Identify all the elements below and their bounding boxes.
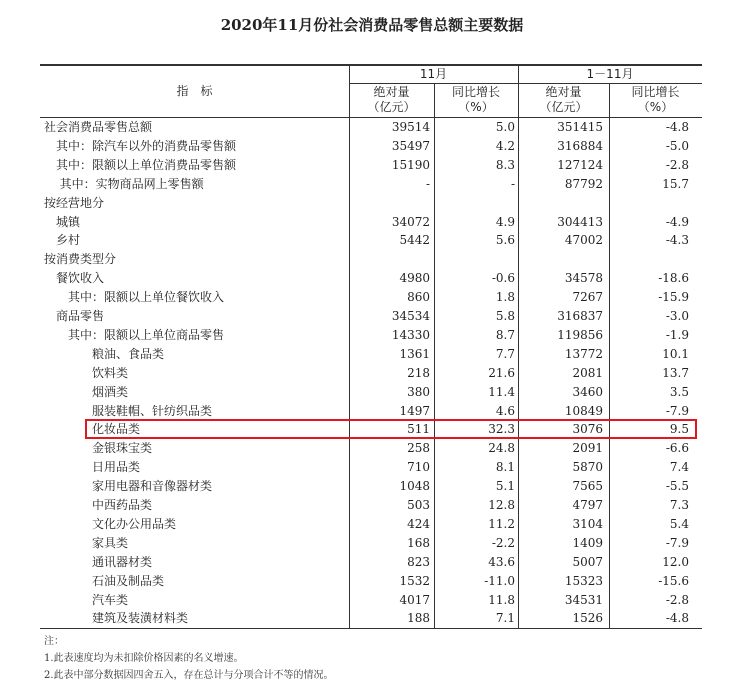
row-value-g1: 8.3 <box>495 157 515 172</box>
row-label: 汽车类 <box>92 592 129 607</box>
row-value-g2: 7.4 <box>669 460 689 475</box>
row-value-v1: 218 <box>407 365 430 380</box>
row-value-g1: 8.7 <box>495 327 515 342</box>
row-value-v2: 3460 <box>572 384 603 399</box>
row-label: 日用品类 <box>92 460 141 475</box>
header-abs-nov <box>349 85 434 115</box>
row-label: 文化办公用品类 <box>92 516 177 531</box>
row-label: 饮料类 <box>92 365 129 380</box>
row-label: 其中：限额以上单位餐饮收入 <box>68 290 225 305</box>
row-value-g2: -7.9 <box>665 535 689 550</box>
row-label: 服装鞋帽、针纺织品类 <box>92 403 213 418</box>
row-value-g2: -1.9 <box>665 327 689 342</box>
row-value-v2: 13772 <box>564 346 603 361</box>
row-value-v1: 380 <box>407 384 430 399</box>
row-value-v2: 127124 <box>557 157 603 172</box>
row-value-g1: 7.7 <box>495 346 515 361</box>
row-label: 其中：实物商品网上零售额 <box>59 176 204 191</box>
header-yoy-jan-nov-line2: （%） <box>637 100 674 114</box>
row-value-v2: 1409 <box>572 535 603 550</box>
row-value-g1: 1.8 <box>495 290 515 305</box>
row-value-v2: 2091 <box>572 441 603 456</box>
row-value-v1: 14330 <box>391 327 430 342</box>
row-value-v1: 188 <box>407 611 430 626</box>
row-value-v1 <box>350 194 430 213</box>
row-value-g2: -6.6 <box>665 441 689 456</box>
row-value-v2: 4797 <box>572 498 603 512</box>
row-value-g2: -4.3 <box>665 233 689 248</box>
row-value-v2: 7565 <box>572 479 603 494</box>
row-value-v1: 823 <box>407 554 430 569</box>
row-value-v2: 15323 <box>564 573 603 588</box>
row-value-v1: 511 <box>407 422 430 437</box>
row-value-g2: -4.8 <box>665 611 689 626</box>
row-value-g1: 8.1 <box>495 460 515 475</box>
table-top-border <box>40 64 702 66</box>
row-label: 化妆品类 <box>92 422 141 437</box>
row-value-g1: 5.6 <box>495 233 515 248</box>
row-label: 石油及制品类 <box>92 573 165 588</box>
header-yoy-nov-line1: 同比增长 <box>451 85 500 99</box>
header-abs-nov-line1: 绝对量 <box>373 85 410 99</box>
header-group-jan-nov: 1－11月 <box>586 67 634 81</box>
row-value-g2: 3.5 <box>669 384 689 399</box>
row-label: 家具类 <box>92 535 129 550</box>
row-value-g1: 11.2 <box>488 516 515 531</box>
note-2: 2.此表中部分数据因四舍五入，存在总计与分项合计不等的情况。 <box>44 670 334 681</box>
row-value-g2: 12.0 <box>662 554 689 569</box>
row-value-v1: 4017 <box>399 592 430 607</box>
row-value-g2 <box>609 250 689 269</box>
row-value-g2: 9.5 <box>669 422 689 437</box>
row-value-v2: 34578 <box>564 271 603 286</box>
row-value-g1: 32.3 <box>488 422 515 437</box>
row-value-g2: -15.6 <box>658 573 689 588</box>
row-value-v2: 351415 <box>557 120 603 134</box>
row-value-v1: 39514 <box>391 120 430 134</box>
row-label: 通讯器材类 <box>92 554 153 569</box>
row-value-v1: 1497 <box>399 403 430 418</box>
row-value-v1: 258 <box>407 441 430 456</box>
note-1: 1.此表速度均为未扣除价格因素的名义增速。 <box>44 653 244 664</box>
row-value-v2 <box>523 194 603 213</box>
row-value-v1: 15190 <box>391 157 430 172</box>
row-value-g1: 5.1 <box>495 479 515 494</box>
row-value-v1: - <box>425 176 430 191</box>
row-label: 乡村 <box>56 233 81 248</box>
header-group-divider <box>349 83 702 84</box>
row-label: 中西药品类 <box>92 498 153 512</box>
row-value-v2: 119856 <box>557 327 603 342</box>
row-value-v1: 1532 <box>399 573 430 588</box>
header-yoy-nov <box>434 85 518 115</box>
row-value-g2: -7.9 <box>665 403 689 418</box>
row-value-g1: 43.6 <box>488 554 515 569</box>
row-label: 其中：除汽车以外的消费品零售额 <box>56 138 237 153</box>
row-label: 粮油、食品类 <box>92 346 165 361</box>
row-value-v1 <box>350 250 430 269</box>
row-value-g1: 21.6 <box>488 365 515 380</box>
highlight-box <box>85 419 697 439</box>
page-title: 2020年11月份社会消费品零售总额主要数据 <box>220 16 524 34</box>
row-value-v1: 424 <box>407 516 430 531</box>
row-value-g2: -4.8 <box>665 120 689 134</box>
row-value-g2 <box>609 194 689 213</box>
row-label: 建筑及装潢材料类 <box>92 611 189 626</box>
row-value-g1: 4.2 <box>495 138 515 153</box>
row-value-v1: 710 <box>407 460 430 475</box>
row-value-g2: -18.6 <box>658 271 689 286</box>
row-value-v1: 5442 <box>399 233 430 248</box>
row-value-v2: 2081 <box>572 365 603 380</box>
row-label: 其中：限额以上单位消费品零售额 <box>56 157 237 172</box>
row-value-v1: 34072 <box>391 214 430 229</box>
header-abs-jan-nov-line1: 绝对量 <box>545 85 582 99</box>
notes-heading: 注： <box>44 636 64 647</box>
row-value-v2: 5007 <box>572 554 603 569</box>
row-label: 其中：限额以上单位商品零售 <box>68 327 225 342</box>
row-value-g1: 4.6 <box>495 403 515 418</box>
row-value-g2: 10.1 <box>662 346 689 361</box>
row-value-v2: 3076 <box>572 422 603 437</box>
header-group-nov: 11月 <box>419 67 448 81</box>
row-value-v2: 47002 <box>564 233 603 248</box>
row-label: 餐饮收入 <box>56 271 105 286</box>
row-label: 家用电器和音像器材类 <box>92 479 213 494</box>
row-value-g1: 4.9 <box>495 214 515 229</box>
row-value-g1: -2.2 <box>491 535 515 550</box>
row-value-v2: 34531 <box>564 592 603 607</box>
row-value-v2: 304413 <box>557 214 603 229</box>
row-value-g2: 13.7 <box>662 365 689 380</box>
row-value-g2: 15.7 <box>662 176 689 191</box>
row-value-g2: -5.0 <box>665 138 689 153</box>
row-value-g1: 24.8 <box>488 441 515 456</box>
row-value-g2: -2.8 <box>665 157 689 172</box>
row-value-v2: 1526 <box>572 611 603 626</box>
row-value-g2: -3.0 <box>665 309 689 323</box>
row-value-g1: 5.8 <box>495 309 515 323</box>
row-value-v1: 4980 <box>399 271 430 286</box>
row-value-v1: 860 <box>407 290 430 305</box>
header-yoy-nov-line2: （%） <box>458 100 494 114</box>
header-indicator: 指 标 <box>176 84 213 98</box>
row-label: 按消费类型分 <box>44 252 117 267</box>
row-value-v2: 316884 <box>557 138 603 153</box>
row-value-g1: 7.1 <box>495 611 515 626</box>
row-value-g1 <box>435 194 515 213</box>
row-label: 金银珠宝类 <box>92 441 153 456</box>
row-value-g2: -5.5 <box>665 479 689 494</box>
row-label: 按经营地分 <box>44 195 105 210</box>
row-value-v1: 34534 <box>391 309 430 323</box>
row-value-g1: 5.0 <box>495 120 515 134</box>
row-value-g1: - <box>510 176 515 191</box>
header-abs-jan-nov <box>518 85 609 115</box>
header-abs-jan-nov-line2: （亿元） <box>539 100 588 114</box>
row-value-g1: -11.0 <box>484 573 515 588</box>
col-divider-3 <box>518 65 519 628</box>
row-value-g1: 11.4 <box>488 384 515 399</box>
row-value-v1: 1048 <box>399 479 430 494</box>
header-yoy-jan-nov <box>609 85 702 115</box>
row-value-v2: 316837 <box>557 309 603 323</box>
row-label: 烟酒类 <box>92 384 129 399</box>
row-label: 商品零售 <box>56 309 105 323</box>
row-value-v1: 35497 <box>391 138 430 153</box>
row-value-g2: -2.8 <box>665 592 689 607</box>
row-value-g1 <box>435 250 515 269</box>
row-value-v2: 10849 <box>564 403 603 418</box>
row-value-v2 <box>523 250 603 269</box>
row-value-v2: 87792 <box>564 176 603 191</box>
row-value-g2: -15.9 <box>658 290 689 305</box>
row-value-g1: -0.6 <box>491 271 515 286</box>
header-yoy-jan-nov-line1: 同比增长 <box>631 85 680 99</box>
row-label: 社会消费品零售总额 <box>44 120 153 134</box>
row-value-g1: 12.8 <box>488 498 515 512</box>
row-value-g2: -4.9 <box>665 214 689 229</box>
row-value-v1: 168 <box>407 535 430 550</box>
header-abs-nov-line2: （亿元） <box>367 100 416 114</box>
row-value-v1: 503 <box>407 498 430 512</box>
row-value-v2: 5870 <box>572 460 603 475</box>
row-value-g1: 11.8 <box>488 592 515 607</box>
row-value-v1: 1361 <box>399 346 430 361</box>
row-value-g2: 5.4 <box>669 516 689 531</box>
row-label: 城镇 <box>56 214 81 229</box>
row-value-g2: 7.3 <box>669 498 689 512</box>
row-value-v2: 3104 <box>572 516 603 531</box>
row-value-v2: 7267 <box>572 290 603 305</box>
